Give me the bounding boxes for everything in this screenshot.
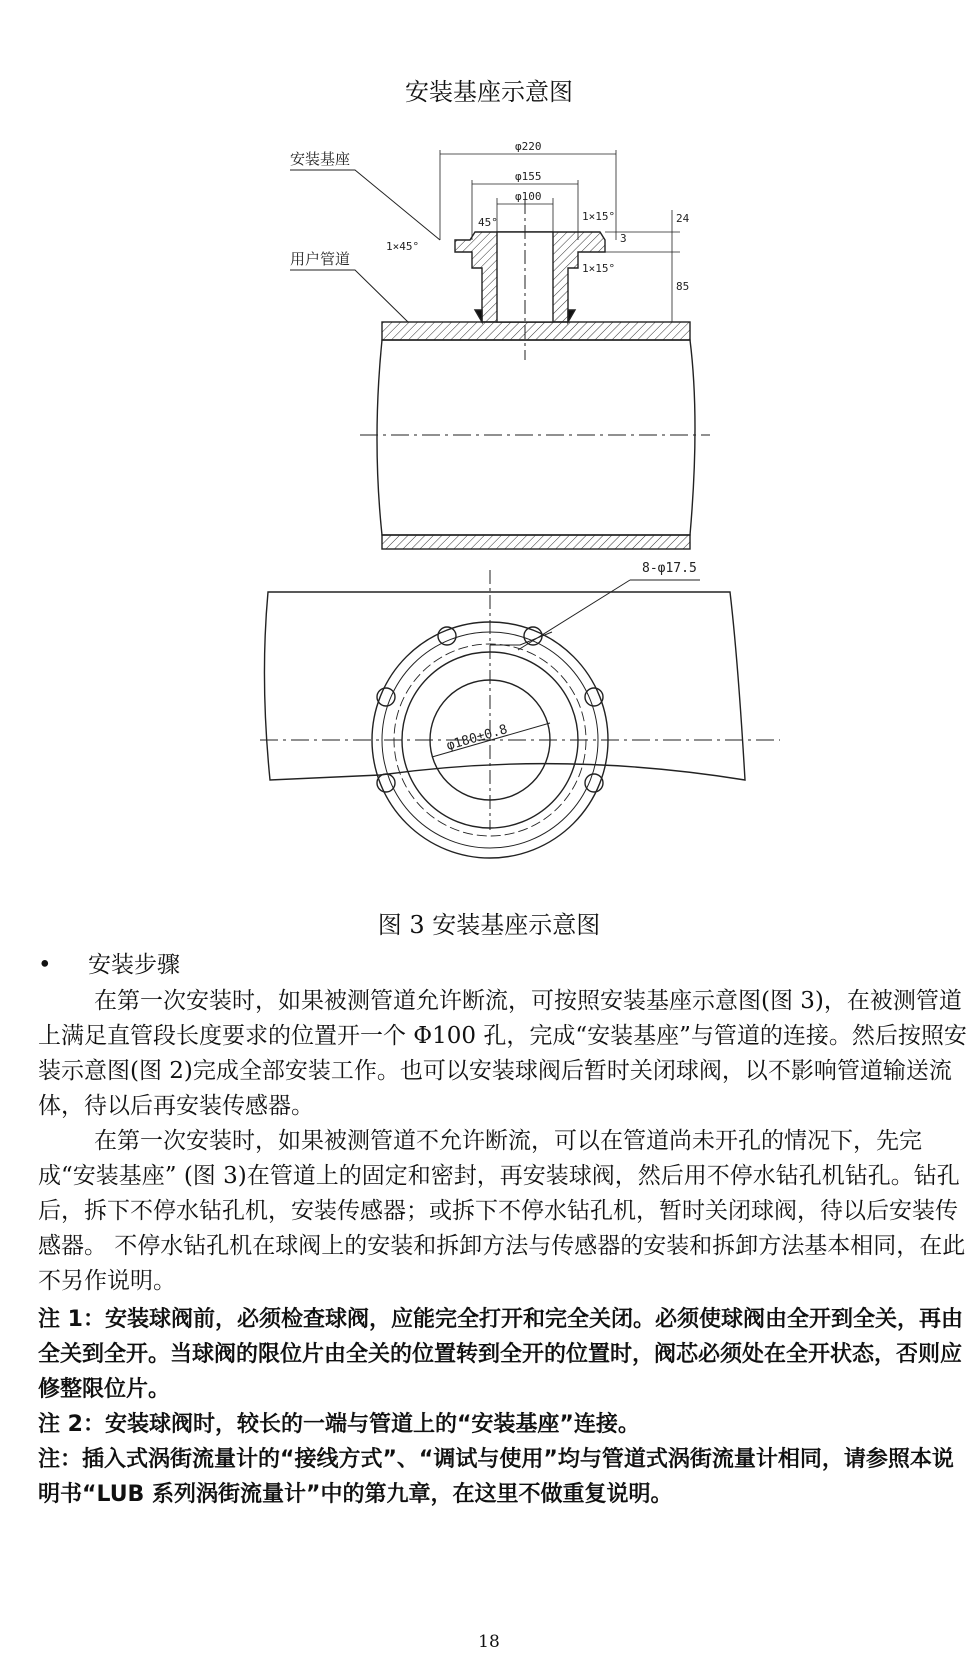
dim-24: 24 xyxy=(676,212,690,225)
dim-85: 85 xyxy=(676,280,690,293)
label-base: 安装基座 xyxy=(290,150,351,168)
paragraph-2-text: 在第一次安装时，如果被测管道不允许断流，可以在管道尚未开孔的情况下，先完成“安装基座” (图 3)在管道上的固定和密封，再安装球阀，然后用不停水钻孔机钻孔。钻孔后，拆下不停水钻孔机，安装传感器；或拆下不停水钻孔机，暂时关闭球阀，待以后安装传感器。 不停水钻孔机在球阀上的安装和拆卸方法与传感器的安装和拆卸方法基本相同，在此不另作说明。 xyxy=(38,1128,966,1294)
bullet-dot: • xyxy=(38,952,52,978)
dim-155: φ155 xyxy=(515,170,542,183)
bore-dim: φ180±0.8 xyxy=(444,722,510,754)
page-number: 18 xyxy=(478,1632,500,1652)
dim-220: φ220 xyxy=(515,140,542,153)
note-2: 注 2：安装球阀时，较长的一端与管道上的“安装基座”连接。 xyxy=(38,1412,640,1437)
chamfer-left: 1×45° xyxy=(386,240,420,253)
chamfer-right-bottom: 1×15° xyxy=(582,262,616,275)
section-bullet xyxy=(38,948,180,982)
note-1: 注 1：安装球阀前，必须检查球阀，应能完全打开和完全关闭。必须使球阀由全开到全关，再由全关到全开。当球阀的限位片由全关的位置转到全开的位置时，阀芯必须处在全开状态，否则应修整限位片。 xyxy=(38,1307,963,1402)
bolt-holes-label: 8-φ17.5 xyxy=(642,561,697,576)
drawing-heading: 安装基座示意图 xyxy=(405,78,573,106)
pipe-body xyxy=(377,340,695,535)
notes-block xyxy=(38,1302,968,1512)
paragraph-1-text: 在第一次安装时，如果被测管道允许断流，可按照安装基座示意图(图 3)，在被测管道上满足直管段长度要求的位置开一个 Φ100 孔，完成“安装基座”与管道的连接。然后按照安装示意图(图 2)完成全部安装工作。也可以安装球阀后暂时关闭球阀，以不影响管道输送流体，待以后再安装传感器。 xyxy=(38,988,967,1119)
label-pipe: 用户管道 xyxy=(290,250,351,268)
note-3: 注：插入式涡街流量计的“接线方式”、“调试与使用”均与管道式涡街流量计相同，请参照本说明书“LUB 系列涡街流量计”中的第九章，在这里不做重复说明。 xyxy=(38,1447,954,1507)
chamfer-right-top: 1×15° xyxy=(582,210,616,223)
paragraph-1 xyxy=(38,984,968,1124)
pipe-plan-outline xyxy=(264,592,745,780)
pipe-wall-bottom xyxy=(382,535,690,549)
dim-45: 45° xyxy=(478,216,498,229)
paragraph-2 xyxy=(38,1124,968,1299)
bullet-label: 安装步骤 xyxy=(88,952,180,978)
dim-100: φ100 xyxy=(515,190,542,203)
install-base-drawing xyxy=(260,140,860,890)
figure-caption: 图 3 安装基座示意图 xyxy=(377,911,601,939)
pipe-wall-top xyxy=(382,322,690,340)
dim-3: 3 xyxy=(620,232,627,245)
